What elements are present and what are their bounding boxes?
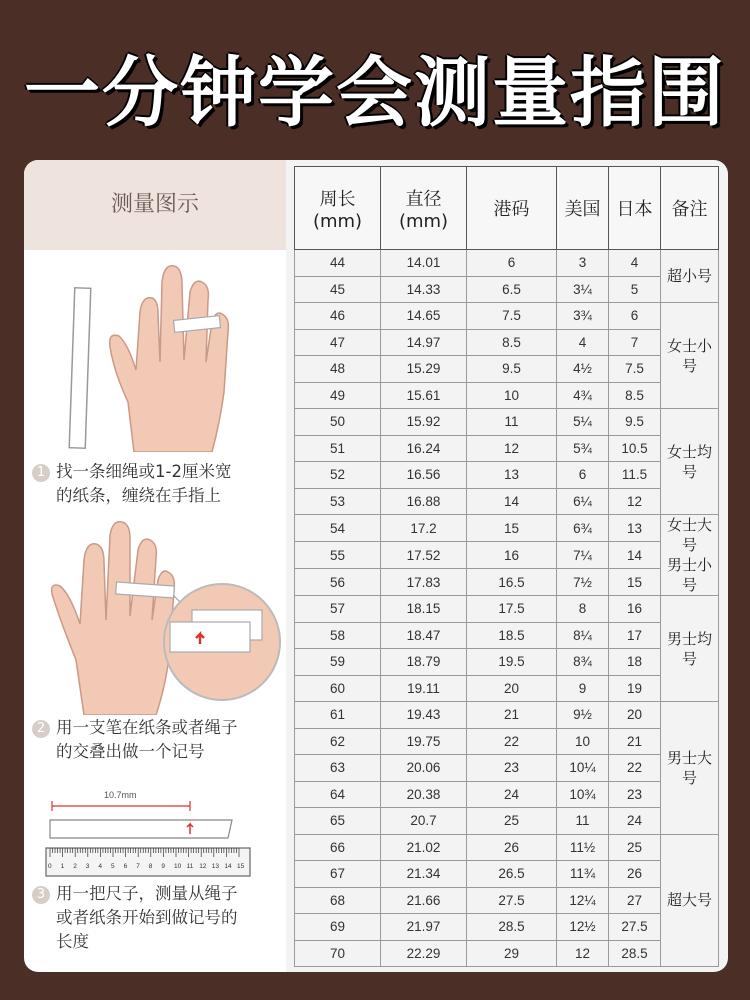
table-cell: 18.79 bbox=[381, 649, 467, 676]
table-cell: 63 bbox=[295, 755, 381, 782]
table-row bbox=[295, 755, 719, 782]
table-cell: 6 bbox=[467, 250, 557, 277]
table-row bbox=[295, 329, 719, 356]
table-cell: 11.5 bbox=[609, 462, 661, 489]
ruler-tick-label: 2 bbox=[73, 863, 77, 870]
table-cell: 46 bbox=[295, 303, 381, 330]
size-note: 超小号 bbox=[661, 250, 719, 303]
table-cell: 18 bbox=[609, 649, 661, 676]
ruler-tick-label: 15 bbox=[237, 863, 245, 870]
step-text: 的纸条，缠绕在手指上 bbox=[56, 486, 221, 505]
table-cell: 26 bbox=[467, 834, 557, 861]
size-note: 男士均号 bbox=[661, 596, 719, 702]
table-cell: 10¾ bbox=[557, 781, 609, 808]
table-cell: 6¼ bbox=[557, 488, 609, 515]
table-row bbox=[295, 435, 719, 462]
table-row bbox=[295, 834, 719, 861]
table-cell: 11 bbox=[467, 409, 557, 436]
table-cell: 7½ bbox=[557, 569, 609, 596]
table-cell: 15.29 bbox=[381, 356, 467, 383]
table-cell: 5¾ bbox=[557, 435, 609, 462]
step-text: 用一支笔在纸条或者绳子 bbox=[56, 718, 238, 737]
step-text: 找一条细绳或1-2厘米宽 bbox=[56, 462, 232, 481]
table-cell: 12 bbox=[467, 435, 557, 462]
table-cell: 27.5 bbox=[609, 914, 661, 941]
table-cell: 23 bbox=[609, 781, 661, 808]
illustration-header: 测量图示 bbox=[24, 160, 286, 250]
table-cell: 11¾ bbox=[557, 861, 609, 888]
size-note: 女士均号 bbox=[661, 409, 719, 515]
table-cell: 20 bbox=[609, 702, 661, 729]
table-cell: 24 bbox=[467, 781, 557, 808]
table-cell: 18.5 bbox=[467, 622, 557, 649]
table-cell: 16 bbox=[609, 596, 661, 623]
table-cell: 11 bbox=[557, 808, 609, 835]
ruler-tick-label: 13 bbox=[211, 863, 220, 870]
table-cell: 7.5 bbox=[609, 356, 661, 383]
table-cell: 19.43 bbox=[381, 702, 467, 729]
table-cell: 5¼ bbox=[557, 409, 609, 436]
table-cell: 22 bbox=[467, 728, 557, 755]
table-row bbox=[295, 462, 719, 489]
table-cell: 56 bbox=[295, 569, 381, 596]
table-cell: 21 bbox=[609, 728, 661, 755]
table-cell: 21.02 bbox=[381, 834, 467, 861]
table-cell: 20.38 bbox=[381, 781, 467, 808]
table-cell: 13 bbox=[609, 515, 661, 542]
step-1 bbox=[32, 460, 231, 508]
table-cell: 8.5 bbox=[467, 329, 557, 356]
table-cell: 26 bbox=[609, 861, 661, 888]
table-cell: 8.5 bbox=[609, 382, 661, 409]
column-header: 备注 bbox=[661, 167, 719, 250]
table-cell: 6.5 bbox=[467, 276, 557, 303]
table-row bbox=[295, 808, 719, 835]
table-cell: 25 bbox=[467, 808, 557, 835]
table-cell: 44 bbox=[295, 250, 381, 277]
table-cell: 4½ bbox=[557, 356, 609, 383]
ruler-tick-label: 12 bbox=[199, 863, 207, 870]
table-cell: 53 bbox=[295, 488, 381, 515]
ruler-tick-label: 14 bbox=[224, 863, 232, 870]
table-row bbox=[295, 702, 719, 729]
table-row bbox=[295, 303, 719, 330]
step-text: 用一把尺子，测量从绳子 bbox=[56, 884, 238, 903]
step-number: 1 bbox=[32, 464, 50, 482]
column-header: 美国 bbox=[557, 167, 609, 250]
ruler-tick-label: 7 bbox=[136, 863, 140, 870]
table-cell: 8¼ bbox=[557, 622, 609, 649]
table-cell: 10.5 bbox=[609, 435, 661, 462]
table-cell: 15.92 bbox=[381, 409, 467, 436]
table-cell: 16.88 bbox=[381, 488, 467, 515]
table-row bbox=[295, 596, 719, 623]
table-cell: 16 bbox=[467, 542, 557, 569]
table-cell: 22 bbox=[609, 755, 661, 782]
ruler-tick-label: 6 bbox=[123, 863, 128, 870]
table-cell: 9 bbox=[557, 675, 609, 702]
table-row bbox=[295, 940, 719, 967]
column-header: 直径(mm) bbox=[381, 167, 467, 250]
ruler-tick-label: 5 bbox=[111, 863, 115, 870]
table-cell: 20.06 bbox=[381, 755, 467, 782]
table-cell: 13 bbox=[467, 462, 557, 489]
ruler-tick-label: 1 bbox=[60, 863, 65, 870]
ring-size-table bbox=[294, 166, 719, 967]
table-cell: 6¾ bbox=[557, 515, 609, 542]
table-cell: 14 bbox=[609, 542, 661, 569]
table-cell: 21.34 bbox=[381, 861, 467, 888]
table-cell: 21.66 bbox=[381, 887, 467, 914]
ruler-label: 10.7mm bbox=[104, 790, 137, 800]
table-cell: 15 bbox=[467, 515, 557, 542]
table-cell: 7.5 bbox=[467, 303, 557, 330]
table-cell: 17.52 bbox=[381, 542, 467, 569]
table-cell: 4¾ bbox=[557, 382, 609, 409]
table-cell: 10 bbox=[557, 728, 609, 755]
column-header: 周长(mm) bbox=[295, 167, 381, 250]
table-cell: 6 bbox=[557, 462, 609, 489]
table-cell: 25 bbox=[609, 834, 661, 861]
table-cell: 60 bbox=[295, 675, 381, 702]
hand-with-strip-illustration bbox=[24, 252, 286, 452]
table-cell: 19.75 bbox=[381, 728, 467, 755]
table-cell: 19.5 bbox=[467, 649, 557, 676]
table-cell: 54 bbox=[295, 515, 381, 542]
table-cell: 3 bbox=[557, 250, 609, 277]
table-cell: 29 bbox=[467, 940, 557, 967]
table-cell: 21.97 bbox=[381, 914, 467, 941]
illustration-panel bbox=[24, 160, 286, 972]
table-cell: 17.5 bbox=[467, 596, 557, 623]
table-cell: 12 bbox=[609, 488, 661, 515]
table-cell: 14.01 bbox=[381, 250, 467, 277]
table-cell: 19 bbox=[609, 675, 661, 702]
step-number: 2 bbox=[32, 720, 50, 738]
table-cell: 12 bbox=[557, 940, 609, 967]
step-text: 长度 bbox=[56, 932, 89, 951]
table-cell: 3¾ bbox=[557, 303, 609, 330]
table-row bbox=[295, 622, 719, 649]
table-cell: 45 bbox=[295, 276, 381, 303]
size-table-panel bbox=[286, 160, 728, 972]
table-cell: 9.5 bbox=[609, 409, 661, 436]
table-cell: 48 bbox=[295, 356, 381, 383]
table-cell: 57 bbox=[295, 596, 381, 623]
table-row bbox=[295, 542, 719, 569]
step-3 bbox=[32, 882, 238, 954]
table-cell: 9½ bbox=[557, 702, 609, 729]
ruler-tick-label: 0 bbox=[48, 863, 52, 870]
table-cell: 4 bbox=[557, 329, 609, 356]
table-cell: 19.11 bbox=[381, 675, 467, 702]
table-cell: 4 bbox=[609, 250, 661, 277]
column-header: 日本 bbox=[609, 167, 661, 250]
table-cell: 18.15 bbox=[381, 596, 467, 623]
table-cell: 64 bbox=[295, 781, 381, 808]
table-cell: 28.5 bbox=[609, 940, 661, 967]
table-cell: 62 bbox=[295, 728, 381, 755]
size-note: 女士大号 男士小号 bbox=[661, 515, 719, 596]
ruler-tick-label: 11 bbox=[186, 863, 194, 870]
table-row bbox=[295, 649, 719, 676]
table-cell: 16.5 bbox=[467, 569, 557, 596]
table-cell: 61 bbox=[295, 702, 381, 729]
table-cell: 21 bbox=[467, 702, 557, 729]
table-cell: 66 bbox=[295, 834, 381, 861]
table-row bbox=[295, 887, 719, 914]
ruler-tick-label: 9 bbox=[161, 863, 166, 870]
table-row bbox=[295, 781, 719, 808]
table-cell: 17 bbox=[609, 622, 661, 649]
table-row bbox=[295, 250, 719, 277]
size-note: 男士大号 bbox=[661, 702, 719, 835]
table-cell: 20.7 bbox=[381, 808, 467, 835]
table-cell: 17.2 bbox=[381, 515, 467, 542]
table-cell: 16.56 bbox=[381, 462, 467, 489]
table-cell: 15 bbox=[609, 569, 661, 596]
table-cell: 14.97 bbox=[381, 329, 467, 356]
table-cell: 14.33 bbox=[381, 276, 467, 303]
table-cell: 20 bbox=[467, 675, 557, 702]
table-cell: 26.5 bbox=[467, 861, 557, 888]
table-row bbox=[295, 276, 719, 303]
ruler-tick-label: 4 bbox=[98, 863, 103, 870]
table-cell: 67 bbox=[295, 861, 381, 888]
table-cell: 14 bbox=[467, 488, 557, 515]
table-cell: 28.5 bbox=[467, 914, 557, 941]
step-text: 或者纸条开始到做记号的 bbox=[56, 908, 238, 927]
table-cell: 11½ bbox=[557, 834, 609, 861]
table-cell: 70 bbox=[295, 940, 381, 967]
table-row bbox=[295, 382, 719, 409]
table-row bbox=[295, 515, 719, 542]
table-cell: 16.24 bbox=[381, 435, 467, 462]
table-cell: 12½ bbox=[557, 914, 609, 941]
table-cell: 59 bbox=[295, 649, 381, 676]
table-row bbox=[295, 409, 719, 436]
ruler-tick-label: 10 bbox=[174, 863, 182, 870]
page-title: 一分钟学会测量指围 bbox=[24, 48, 726, 137]
table-cell: 69 bbox=[295, 914, 381, 941]
table-cell: 10 bbox=[467, 382, 557, 409]
table-cell: 9.5 bbox=[467, 356, 557, 383]
table-row bbox=[295, 861, 719, 888]
table-row bbox=[295, 356, 719, 383]
table-cell: 6 bbox=[609, 303, 661, 330]
table-cell: 23 bbox=[467, 755, 557, 782]
hand-with-mark-illustration bbox=[24, 520, 286, 715]
table-cell: 51 bbox=[295, 435, 381, 462]
table-row bbox=[295, 488, 719, 515]
table-cell: 47 bbox=[295, 329, 381, 356]
table-row bbox=[295, 675, 719, 702]
table-cell: 7 bbox=[609, 329, 661, 356]
table-cell: 27 bbox=[609, 887, 661, 914]
table-cell: 50 bbox=[295, 409, 381, 436]
size-note: 女士小号 bbox=[661, 303, 719, 409]
table-cell: 5 bbox=[609, 276, 661, 303]
table-cell: 12¼ bbox=[557, 887, 609, 914]
size-note: 超大号 bbox=[661, 834, 719, 967]
table-cell: 14.65 bbox=[381, 303, 467, 330]
table-cell: 17.83 bbox=[381, 569, 467, 596]
table-cell: 24 bbox=[609, 808, 661, 835]
table-row bbox=[295, 914, 719, 941]
table-cell: 49 bbox=[295, 382, 381, 409]
table-header-row bbox=[295, 167, 719, 250]
table-cell: 8 bbox=[557, 596, 609, 623]
table-cell: 8¾ bbox=[557, 649, 609, 676]
table-cell: 18.47 bbox=[381, 622, 467, 649]
step-text: 的交叠出做一个记号 bbox=[56, 742, 205, 761]
table-cell: 58 bbox=[295, 622, 381, 649]
table-cell: 68 bbox=[295, 887, 381, 914]
table-cell: 7¼ bbox=[557, 542, 609, 569]
table-cell: 27.5 bbox=[467, 887, 557, 914]
column-header: 港码 bbox=[467, 167, 557, 250]
step-2 bbox=[32, 716, 238, 764]
table-cell: 15.61 bbox=[381, 382, 467, 409]
ruler-tick-label: 8 bbox=[148, 863, 153, 870]
table-row bbox=[295, 569, 719, 596]
step-number: 3 bbox=[32, 886, 50, 904]
table-cell: 22.29 bbox=[381, 940, 467, 967]
table-cell: 65 bbox=[295, 808, 381, 835]
table-cell: 3¼ bbox=[557, 276, 609, 303]
table-cell: 55 bbox=[295, 542, 381, 569]
ruler-illustration bbox=[24, 782, 286, 882]
table-cell: 10¼ bbox=[557, 755, 609, 782]
table-cell: 52 bbox=[295, 462, 381, 489]
table-row bbox=[295, 728, 719, 755]
ruler-tick-label: 3 bbox=[85, 863, 90, 870]
